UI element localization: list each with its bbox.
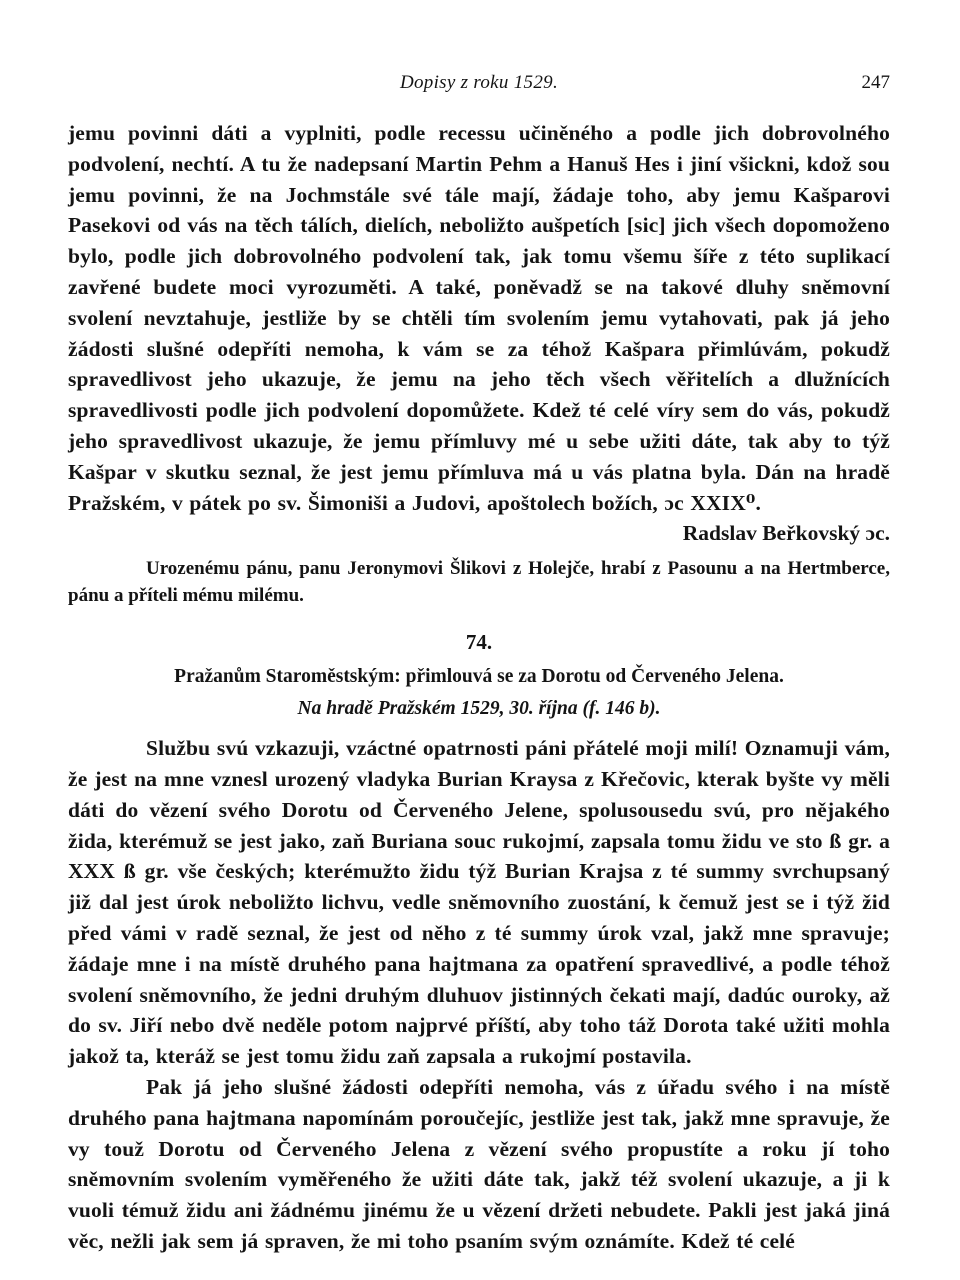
letter-73-body: jemu povinni dáti a vyplniti, podle recessu učiněného a podle jich dobrovolného podvolení, nechtí. A tu že nadepsaní Martin Pehm a Hanuš Hes i jiní všickni, kdož sou jemu povinni, že na Jochmstále své tále mají, žádaje toho, aby jemu Kašparovi Pasekovi od vás na těch tálích, dielích, neboližto aušpetích [sic] jich všech dopomoženo bylo, podle jich dobrovolného podvolení tak, jak tomu všemu šíře z této suplikací zavřené budete moci vyrozuměti. A také, poněvadž se na takové dluhy sněmovní svolení nevztahuje, jestliže by se chtěli tím svolením jemu vytahovati, pak já jeho žádosti slušné odepříti nemoha, k vám se za téhož Kašpara přimlúvám, pokudž spravedlivost jeho ukazuje, že jemu na jeho těch všech věřitelích a dlužnících spravedlivosti podle jich podvolení dopomůžete. Kdež té celé víry sem do vás, pokudž jeho spravedlivost ukazuje, že jemu přímluvy mé u sebe užiti dáte, tak aby to týž Kašpar v skutku seznal, že jest jemu přímluva má u vás platna byla. Dán na hradě Pražském, v pátek po sv. Šimoniši a Judovi, apoštolech božích, ɔc XXIX⁰. bbox=[68, 121, 890, 515]
letter-74-paragraph-1: Službu svú vzkazuji, vzáctné opatrnosti páni přátelé moji milí! Oznamuji vám, že jest na mne vznesl urozený vladyka Burian Kraysa z Křečovic, kterak byšte vy měli dáti do vězení svého Dorotu od Červeného Jelene, spolusousedu svú, pro nějakého žida, kterémuž se jest jako, zaň Buriana souc rukojmí, zapsala tomu židu ve sto ß gr. a XXX ß gr. vše českých; kterémužto židu týž Burian Krajsa z té summy svrchupsaný již dal jest úrok neboližto lichvu, vedle sněmovního zuostání, k čemuž jest se i týž žid před vámi v radě seznal, že jest od něho z té summy úrok vzal, jakž mne spravuje; žádaje mne i na místě druhého pana hajtmana za opatření spravedlivé, a podle téhož svolení sněmovního, že jedni druhým dluhuov jistinných čekati mají, dadúc ouroky, až do sv. Jiří nebo dvě neděle potom najprvé příští, aby toho táž Dorota také užiti mohla jakož ta, kteráž se jest tomu židu zaň zapsala a rukojmí postavila. bbox=[68, 736, 890, 1069]
letter-73-continuation bbox=[68, 118, 890, 1257]
letter-74-number: 74. bbox=[465, 630, 493, 655]
letter-74-summary: Pražanům Staroměstským: přimlouvá se za Dorotu od Červeného Jelena. bbox=[174, 666, 784, 688]
letter-73-signature: Radslav Beřkovský ɔc. bbox=[682, 521, 890, 546]
page-number: 247 bbox=[861, 72, 890, 93]
letter-74-dateline: Na hradě Pražském 1529, 30. října (f. 146 b). bbox=[297, 698, 661, 720]
running-title: Dopisy z roku 1529. bbox=[399, 72, 559, 93]
letter-73-address: Urozenému pánu, panu Jeronymovi Šlikovi z Holejče, hrabí z Pasounu a na Hertmberce, pánu a příteli mému milému. bbox=[68, 558, 890, 607]
page-header bbox=[68, 72, 890, 100]
letter-74-paragraph-2: Pak já jeho slušné žádosti odepříti nemoha, vás z úřadu svého i na místě druhého pana hajtmana napomínám poroučejíc, jestliže jest tak, jakž mne spravuje, že vy touž Dorotu od Červeného Jelena z vězení svého propustíte a roku jí toho sněmovním svolením vyměřeného že užiti dáte tak, jakž též svolení ukazuje, a ji k vuoli témuž židu ani žádnému jinému že u vězení držeti nebudete. Pakli jest jaká jiná věc, nežli jak sem já spraven, že mi toho psaním svým oznámíte. Kdež té celé bbox=[68, 1074, 890, 1253]
